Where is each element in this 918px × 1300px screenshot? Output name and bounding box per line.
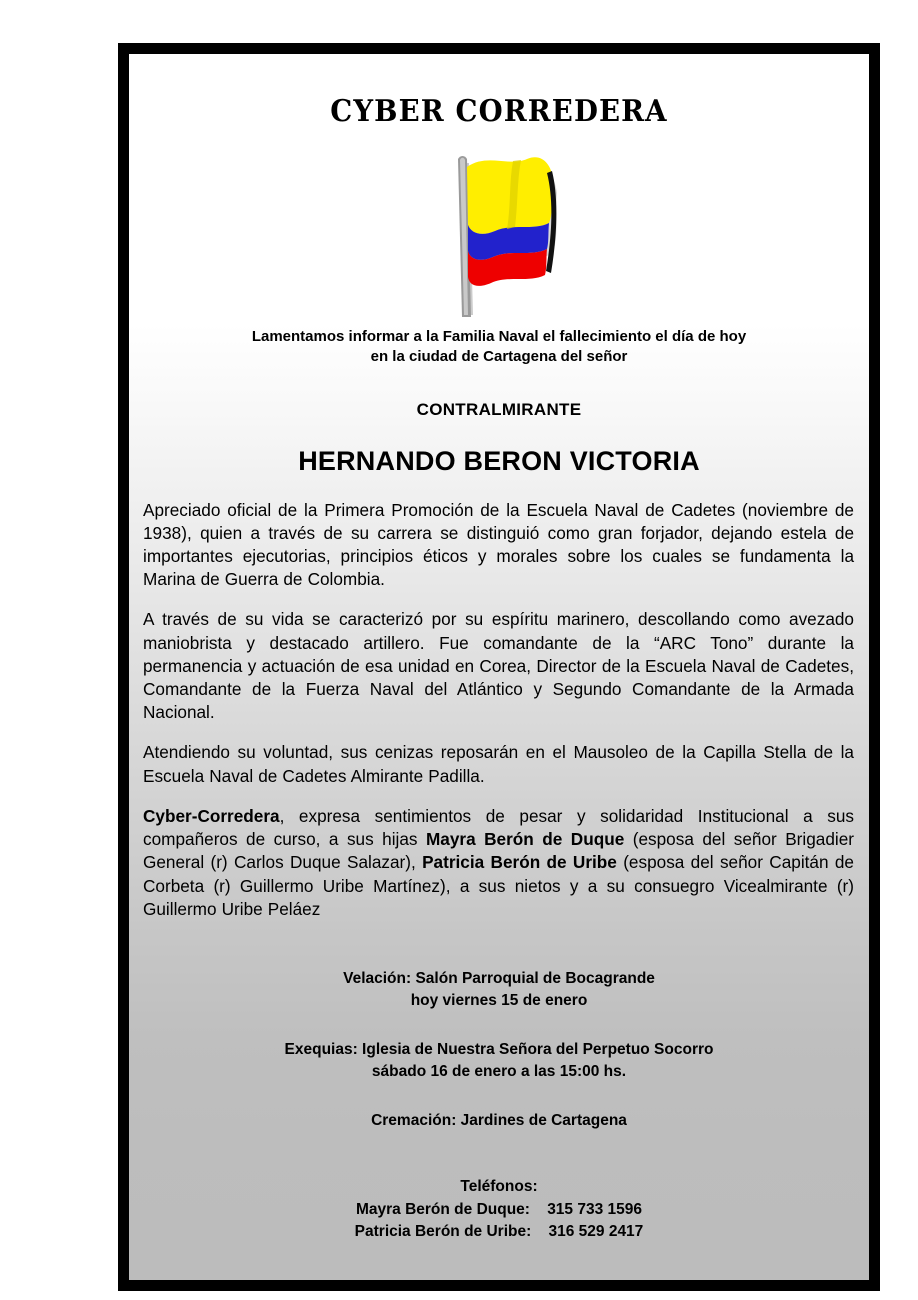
body-text [136, 477, 862, 922]
colombia-flag-icon [429, 137, 569, 327]
announcement-line-1: Lamentamos informar a la Familia Naval el fallecimiento el día de hoy [251, 328, 747, 345]
paragraph-4-text-2: (esposa del señor Brigadier General (r) Carlos Duque Salazar), [143, 829, 855, 873]
rank-label: CONTRALMIRANTE [416, 399, 582, 419]
phone-number-patricia: 316 529 2417 [548, 1223, 644, 1241]
phone-label-mayra: Mayra Berón de Duque: [355, 1200, 530, 1218]
paragraph-4 [143, 805, 854, 921]
phone-entry-patricia [136, 1221, 862, 1243]
phones-block [136, 1132, 862, 1243]
phone-number-mayra: 315 733 1596 [547, 1200, 643, 1218]
cremacion-line: Cremación: Jardines de Cartagena [371, 1111, 627, 1129]
velacion-line-1: Velación: Salón Parroquial de Bocagrande [343, 970, 655, 987]
exequias-line-1: Exequias: Iglesia de Nuestra Señora del Perpetuo Socorro [284, 1040, 714, 1058]
velacion-line-2: hoy viernes 15 de enero [410, 992, 588, 1010]
daughter-name-patricia: Patricia Berón de Uribe [422, 852, 617, 873]
announcement-line-2: en la ciudad de Cartagena del señor [370, 348, 628, 366]
phones-heading: Teléfonos: [460, 1178, 538, 1196]
daughter-name-mayra: Mayra Berón de Duque [425, 829, 625, 850]
paragraph-4-text-1: , expresa sentimientos de pesar y solidaridad Institucional a sus compañeros de curso, a sus hijas [143, 805, 854, 850]
document-content [129, 54, 869, 1280]
phone-entry-mayra [136, 1199, 862, 1221]
paragraph-3: Atendiendo su voluntad, sus cenizas reposarán en el Mausoleo de la Capilla Stella de la Escuela Naval de Cadetes Almirante Padilla. [143, 742, 854, 786]
page-title: CYBER CORREDERA [330, 94, 668, 129]
paragraph-1: Apreciado oficial de la Primera Promoción de la Escuela Naval de Cadetes (noviembre de 1938), quien a través de su carrera se distinguió como gran forjador, dejando estela de importantes ejecutorias, principios éticos y morales sobre los cuales se fundamenta la Marina de Guerra de Colombia. [143, 499, 854, 590]
cyber-corredera-name: Cyber-Corredera [143, 805, 280, 826]
exequias-line-2: sábado 16 de enero a las 15:00 hs. [371, 1063, 627, 1081]
paragraph-4-text-3: (esposa del señor Capitán de Corbeta (r) Guillermo Uribe Martínez), a sus nietos y a su consuegro Vicealmirante (r) Guillermo Uribe Peláez [143, 852, 854, 919]
paragraph-2: A través de su vida se caracterizó por su espíritu marinero, descollando como avezado maniobrista y destacado artillero. Fue comandante de la “ARC Tono” durante la permanencia y actuación de esa unidad en Corea, Director de la Escuela Naval de Cadetes, Comandante de la Fuerza Naval del Atlántico y Segundo Comandante de la Armada Nacional. [143, 609, 854, 723]
phone-label-patricia: Patricia Berón de Uribe: [354, 1223, 532, 1241]
deceased-name: HERNANDO BERON VICTORIA [298, 445, 700, 476]
document-frame [118, 43, 880, 1291]
document-sheet [129, 54, 869, 1280]
